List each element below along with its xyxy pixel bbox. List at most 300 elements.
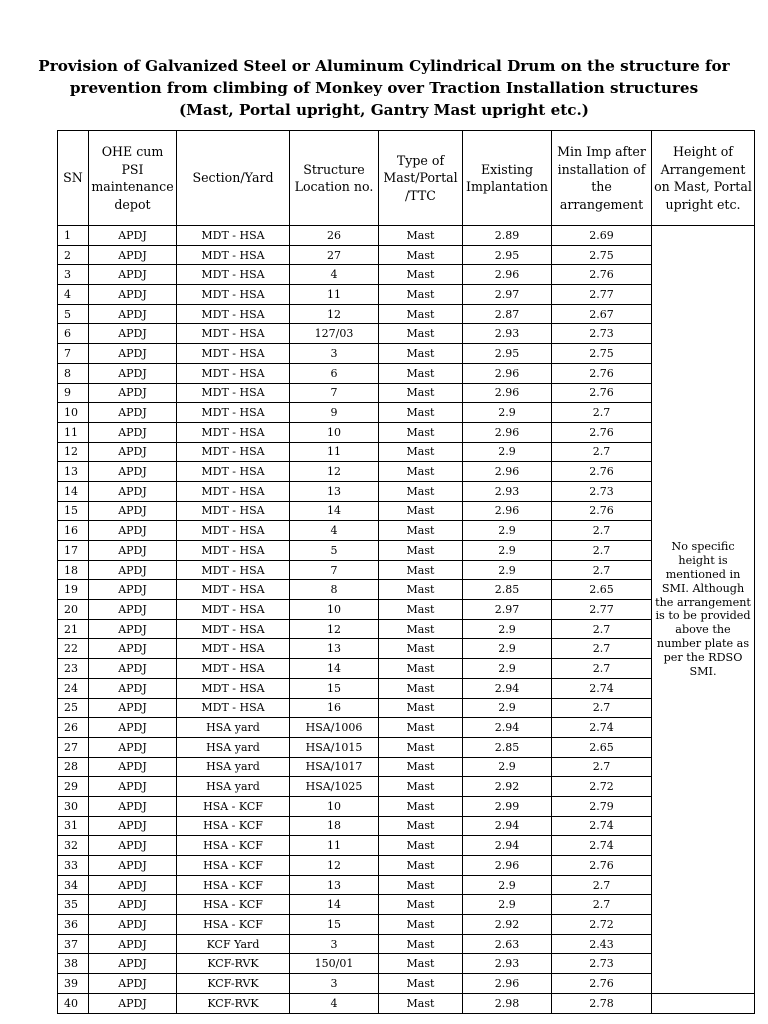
cell-section: MDT - HSA (177, 580, 290, 600)
cell-existing: 2.97 (463, 285, 552, 305)
cell-loc: 11 (290, 285, 379, 305)
cell-depot: APDJ (89, 974, 177, 994)
cell-existing: 2.9 (463, 659, 552, 679)
cell-sn: 34 (58, 875, 89, 895)
cell-existing: 2.9 (463, 639, 552, 659)
cell-type: Mast (379, 796, 463, 816)
cell-min: 2.76 (552, 856, 652, 876)
table-row (58, 777, 755, 797)
cell-depot: APDJ (89, 619, 177, 639)
cell-min: 2.76 (552, 265, 652, 285)
cell-depot: APDJ (89, 757, 177, 777)
cell-type: Mast (379, 836, 463, 856)
cell-min: 2.7 (552, 541, 652, 561)
cell-type: Mast (379, 324, 463, 344)
cell-depot: APDJ (89, 954, 177, 974)
cell-sn: 21 (58, 619, 89, 639)
cell-loc: 4 (290, 265, 379, 285)
cell-loc: 127/03 (290, 324, 379, 344)
cell-existing: 2.9 (463, 403, 552, 423)
cell-loc: HSA/1017 (290, 757, 379, 777)
cell-sn: 3 (58, 265, 89, 285)
cell-existing: 2.9 (463, 757, 552, 777)
cell-depot: APDJ (89, 501, 177, 521)
cell-existing: 2.96 (463, 422, 552, 442)
cell-sn: 1 (58, 226, 89, 246)
cell-existing: 2.9 (463, 698, 552, 718)
cell-type: Mast (379, 993, 463, 1013)
cell-loc: 12 (290, 856, 379, 876)
cell-type: Mast (379, 245, 463, 265)
table-row (58, 895, 755, 915)
cell-section: MDT - HSA (177, 363, 290, 383)
cell-loc: 15 (290, 915, 379, 935)
table-row (58, 934, 755, 954)
cell-existing: 2.93 (463, 481, 552, 501)
cell-min: 2.76 (552, 462, 652, 482)
header-existing: Existing Implantation (463, 131, 552, 226)
cell-loc: 11 (290, 836, 379, 856)
cell-min: 2.78 (552, 993, 652, 1013)
cell-section: HSA yard (177, 737, 290, 757)
cell-depot: APDJ (89, 639, 177, 659)
cell-section: MDT - HSA (177, 324, 290, 344)
cell-sn: 33 (58, 856, 89, 876)
cell-type: Mast (379, 383, 463, 403)
cell-sn: 10 (58, 403, 89, 423)
cell-section: MDT - HSA (177, 304, 290, 324)
cell-min: 2.76 (552, 422, 652, 442)
cell-type: Mast (379, 915, 463, 935)
table-row (58, 481, 755, 501)
cell-existing: 2.92 (463, 915, 552, 935)
cell-type: Mast (379, 442, 463, 462)
cell-type: Mast (379, 285, 463, 305)
cell-min: 2.67 (552, 304, 652, 324)
cell-type: Mast (379, 580, 463, 600)
cell-existing: 2.96 (463, 462, 552, 482)
cell-sn: 38 (58, 954, 89, 974)
cell-depot: APDJ (89, 363, 177, 383)
cell-min: 2.7 (552, 698, 652, 718)
cell-existing: 2.94 (463, 718, 552, 738)
table-row (58, 226, 755, 246)
cell-depot: APDJ (89, 836, 177, 856)
cell-depot: APDJ (89, 560, 177, 580)
cell-type: Mast (379, 560, 463, 580)
cell-min: 2.73 (552, 954, 652, 974)
header-sn: SN (58, 131, 89, 226)
cell-existing: 2.95 (463, 344, 552, 364)
cell-existing: 2.85 (463, 737, 552, 757)
cell-type: Mast (379, 856, 463, 876)
cell-depot: APDJ (89, 403, 177, 423)
table-row (58, 422, 755, 442)
table-row (58, 363, 755, 383)
cell-min: 2.74 (552, 678, 652, 698)
title-line-3: (Mast, Portal upright, Gantry Mast upright etc.) (178, 101, 589, 119)
cell-type: Mast (379, 600, 463, 620)
cell-loc: 4 (290, 993, 379, 1013)
table-row (58, 442, 755, 462)
cell-min: 2.43 (552, 934, 652, 954)
cell-type: Mast (379, 816, 463, 836)
table-row (58, 974, 755, 994)
table-row (58, 521, 755, 541)
table-row (58, 580, 755, 600)
cell-min: 2.74 (552, 816, 652, 836)
cell-existing: 2.94 (463, 816, 552, 836)
cell-loc: 14 (290, 501, 379, 521)
table-row (58, 600, 755, 620)
cell-loc: 11 (290, 442, 379, 462)
cell-section: MDT - HSA (177, 265, 290, 285)
cell-existing: 2.97 (463, 600, 552, 620)
cell-loc: 12 (290, 619, 379, 639)
cell-depot: APDJ (89, 383, 177, 403)
cell-loc: 10 (290, 796, 379, 816)
cell-loc: 6 (290, 363, 379, 383)
cell-sn: 4 (58, 285, 89, 305)
cell-loc: 7 (290, 560, 379, 580)
cell-type: Mast (379, 481, 463, 501)
cell-depot: APDJ (89, 245, 177, 265)
table-row (58, 541, 755, 561)
cell-loc: HSA/1015 (290, 737, 379, 757)
cell-type: Mast (379, 875, 463, 895)
cell-sn: 36 (58, 915, 89, 935)
cell-sn: 19 (58, 580, 89, 600)
cell-depot: APDJ (89, 422, 177, 442)
table-row (58, 836, 755, 856)
cell-depot: APDJ (89, 265, 177, 285)
cell-depot: APDJ (89, 600, 177, 620)
table-row (58, 659, 755, 679)
table-row (58, 265, 755, 285)
cell-section: MDT - HSA (177, 422, 290, 442)
cell-min: 2.73 (552, 324, 652, 344)
cell-depot: APDJ (89, 324, 177, 344)
cell-sn: 28 (58, 757, 89, 777)
cell-section: KCF-RVK (177, 974, 290, 994)
cell-depot: APDJ (89, 521, 177, 541)
cell-section: MDT - HSA (177, 541, 290, 561)
cell-depot: APDJ (89, 915, 177, 935)
cell-section: MDT - HSA (177, 285, 290, 305)
cell-sn: 25 (58, 698, 89, 718)
cell-existing: 2.96 (463, 856, 552, 876)
title-line-1: Provision of Galvanized Steel or Aluminum Cylindrical Drum on the structure for (38, 57, 730, 75)
cell-loc: 10 (290, 422, 379, 442)
cell-sn: 18 (58, 560, 89, 580)
cell-section: MDT - HSA (177, 383, 290, 403)
header-location: Structure Location no. (290, 131, 379, 226)
cell-sn: 26 (58, 718, 89, 738)
cell-existing: 2.9 (463, 560, 552, 580)
cell-loc: 13 (290, 875, 379, 895)
cell-loc: HSA/1025 (290, 777, 379, 797)
cell-section: MDT - HSA (177, 501, 290, 521)
cell-min: 2.77 (552, 285, 652, 305)
table-row (58, 993, 755, 1013)
cell-depot: APDJ (89, 718, 177, 738)
cell-min: 2.7 (552, 875, 652, 895)
cell-existing: 2.96 (463, 383, 552, 403)
height-note: No specific height is mentioned in SMI. Although the arrangement is to be provided above the number plate as per the RDSO SMI. (652, 226, 755, 994)
table-row (58, 757, 755, 777)
cell-existing: 2.9 (463, 541, 552, 561)
cell-min: 2.76 (552, 501, 652, 521)
cell-loc: 150/01 (290, 954, 379, 974)
document-title (0, 55, 768, 121)
cell-existing: 2.99 (463, 796, 552, 816)
cell-depot: APDJ (89, 678, 177, 698)
cell-depot: APDJ (89, 796, 177, 816)
cell-sn: 11 (58, 422, 89, 442)
cell-depot: APDJ (89, 737, 177, 757)
cell-type: Mast (379, 619, 463, 639)
table-row (58, 718, 755, 738)
cell-sn: 7 (58, 344, 89, 364)
cell-sn: 20 (58, 600, 89, 620)
cell-depot: APDJ (89, 856, 177, 876)
cell-min: 2.73 (552, 481, 652, 501)
cell-section: KCF-RVK (177, 993, 290, 1013)
cell-section: MDT - HSA (177, 344, 290, 364)
cell-loc: 18 (290, 816, 379, 836)
cell-loc: 16 (290, 698, 379, 718)
cell-depot: APDJ (89, 226, 177, 246)
cell-sn: 12 (58, 442, 89, 462)
cell-min: 2.72 (552, 915, 652, 935)
cell-section: HSA yard (177, 718, 290, 738)
cell-sn: 9 (58, 383, 89, 403)
cell-existing: 2.9 (463, 521, 552, 541)
cell-sn: 30 (58, 796, 89, 816)
cell-type: Mast (379, 934, 463, 954)
cell-existing: 2.96 (463, 265, 552, 285)
table-row (58, 796, 755, 816)
cell-sn: 16 (58, 521, 89, 541)
cell-existing: 2.89 (463, 226, 552, 246)
cell-section: MDT - HSA (177, 226, 290, 246)
cell-loc: HSA/1006 (290, 718, 379, 738)
cell-loc: 9 (290, 403, 379, 423)
cell-loc: 3 (290, 344, 379, 364)
cell-min: 2.7 (552, 521, 652, 541)
cell-section: MDT - HSA (177, 245, 290, 265)
cell-sn: 15 (58, 501, 89, 521)
cell-existing: 2.9 (463, 619, 552, 639)
cell-min: 2.74 (552, 718, 652, 738)
cell-section: HSA - KCF (177, 836, 290, 856)
cell-section: MDT - HSA (177, 639, 290, 659)
cell-type: Mast (379, 954, 463, 974)
structures-table (57, 130, 755, 1014)
cell-type: Mast (379, 344, 463, 364)
cell-depot: APDJ (89, 481, 177, 501)
cell-section: MDT - HSA (177, 698, 290, 718)
header-height: Height of Arrangement on Mast, Portal upright etc. (652, 131, 755, 226)
cell-section: KCF-RVK (177, 954, 290, 974)
cell-loc: 4 (290, 521, 379, 541)
cell-existing: 2.92 (463, 777, 552, 797)
cell-type: Mast (379, 403, 463, 423)
cell-min: 2.75 (552, 245, 652, 265)
cell-depot: APDJ (89, 875, 177, 895)
cell-existing: 2.9 (463, 875, 552, 895)
cell-type: Mast (379, 974, 463, 994)
table-row (58, 383, 755, 403)
cell-existing: 2.63 (463, 934, 552, 954)
cell-min: 2.7 (552, 639, 652, 659)
cell-existing: 2.98 (463, 993, 552, 1013)
cell-type: Mast (379, 363, 463, 383)
cell-type: Mast (379, 265, 463, 285)
cell-section: HSA yard (177, 757, 290, 777)
cell-section: HSA - KCF (177, 816, 290, 836)
table-row (58, 462, 755, 482)
cell-existing: 2.94 (463, 836, 552, 856)
table-row (58, 501, 755, 521)
cell-type: Mast (379, 521, 463, 541)
cell-sn: 24 (58, 678, 89, 698)
cell-section: MDT - HSA (177, 442, 290, 462)
table-row (58, 304, 755, 324)
cell-min: 2.69 (552, 226, 652, 246)
cell-type: Mast (379, 639, 463, 659)
table-row (58, 619, 755, 639)
cell-sn: 2 (58, 245, 89, 265)
cell-depot: APDJ (89, 816, 177, 836)
cell-sn: 40 (58, 993, 89, 1013)
cell-depot: APDJ (89, 895, 177, 915)
cell-loc: 8 (290, 580, 379, 600)
cell-min: 2.7 (552, 619, 652, 639)
cell-section: HSA - KCF (177, 915, 290, 935)
cell-depot: APDJ (89, 541, 177, 561)
table-row (58, 737, 755, 757)
cell-existing: 2.9 (463, 895, 552, 915)
cell-sn: 39 (58, 974, 89, 994)
cell-depot: APDJ (89, 462, 177, 482)
cell-loc: 12 (290, 462, 379, 482)
cell-type: Mast (379, 895, 463, 915)
height-empty-cell (652, 993, 755, 1013)
table-row (58, 285, 755, 305)
cell-loc: 5 (290, 541, 379, 561)
cell-type: Mast (379, 757, 463, 777)
cell-type: Mast (379, 718, 463, 738)
cell-existing: 2.94 (463, 678, 552, 698)
table-row (58, 856, 755, 876)
cell-loc: 7 (290, 383, 379, 403)
cell-loc: 13 (290, 481, 379, 501)
cell-min: 2.77 (552, 600, 652, 620)
cell-section: MDT - HSA (177, 659, 290, 679)
cell-type: Mast (379, 304, 463, 324)
cell-section: MDT - HSA (177, 600, 290, 620)
table-row (58, 639, 755, 659)
title-line-2: prevention from climbing of Monkey over Traction Installation structures (69, 79, 699, 97)
cell-type: Mast (379, 777, 463, 797)
table-row (58, 915, 755, 935)
table-row (58, 403, 755, 423)
cell-section: MDT - HSA (177, 619, 290, 639)
cell-depot: APDJ (89, 934, 177, 954)
cell-sn: 13 (58, 462, 89, 482)
cell-min: 2.74 (552, 836, 652, 856)
cell-section: MDT - HSA (177, 521, 290, 541)
cell-min: 2.7 (552, 757, 652, 777)
table-row (58, 678, 755, 698)
cell-sn: 29 (58, 777, 89, 797)
cell-loc: 14 (290, 659, 379, 679)
cell-depot: APDJ (89, 777, 177, 797)
table-row (58, 954, 755, 974)
cell-existing: 2.93 (463, 324, 552, 344)
cell-depot: APDJ (89, 285, 177, 305)
cell-section: HSA - KCF (177, 895, 290, 915)
cell-sn: 27 (58, 737, 89, 757)
cell-existing: 2.96 (463, 501, 552, 521)
cell-section: MDT - HSA (177, 481, 290, 501)
cell-type: Mast (379, 501, 463, 521)
cell-min: 2.7 (552, 442, 652, 462)
cell-min: 2.65 (552, 737, 652, 757)
cell-min: 2.7 (552, 560, 652, 580)
cell-section: KCF Yard (177, 934, 290, 954)
cell-loc: 12 (290, 304, 379, 324)
cell-min: 2.75 (552, 344, 652, 364)
cell-loc: 14 (290, 895, 379, 915)
table-row (58, 245, 755, 265)
cell-type: Mast (379, 659, 463, 679)
cell-section: MDT - HSA (177, 678, 290, 698)
cell-loc: 3 (290, 974, 379, 994)
cell-sn: 14 (58, 481, 89, 501)
header-depot: OHE cum PSI maintenance depot (89, 131, 177, 226)
header-type: Type of Mast/Portal /TTC (379, 131, 463, 226)
cell-depot: APDJ (89, 304, 177, 324)
cell-section: HSA - KCF (177, 875, 290, 895)
cell-loc: 13 (290, 639, 379, 659)
header-section: Section/Yard (177, 131, 290, 226)
cell-sn: 32 (58, 836, 89, 856)
cell-sn: 5 (58, 304, 89, 324)
cell-type: Mast (379, 698, 463, 718)
cell-min: 2.7 (552, 659, 652, 679)
cell-sn: 22 (58, 639, 89, 659)
cell-loc: 10 (290, 600, 379, 620)
cell-section: MDT - HSA (177, 560, 290, 580)
cell-section: MDT - HSA (177, 462, 290, 482)
cell-existing: 2.85 (463, 580, 552, 600)
cell-type: Mast (379, 422, 463, 442)
cell-loc: 27 (290, 245, 379, 265)
cell-section: MDT - HSA (177, 403, 290, 423)
cell-min: 2.76 (552, 383, 652, 403)
cell-existing: 2.93 (463, 954, 552, 974)
cell-sn: 17 (58, 541, 89, 561)
cell-sn: 31 (58, 816, 89, 836)
cell-min: 2.7 (552, 895, 652, 915)
cell-depot: APDJ (89, 442, 177, 462)
cell-sn: 37 (58, 934, 89, 954)
table-row (58, 816, 755, 836)
table-body (58, 226, 755, 1014)
cell-type: Mast (379, 541, 463, 561)
